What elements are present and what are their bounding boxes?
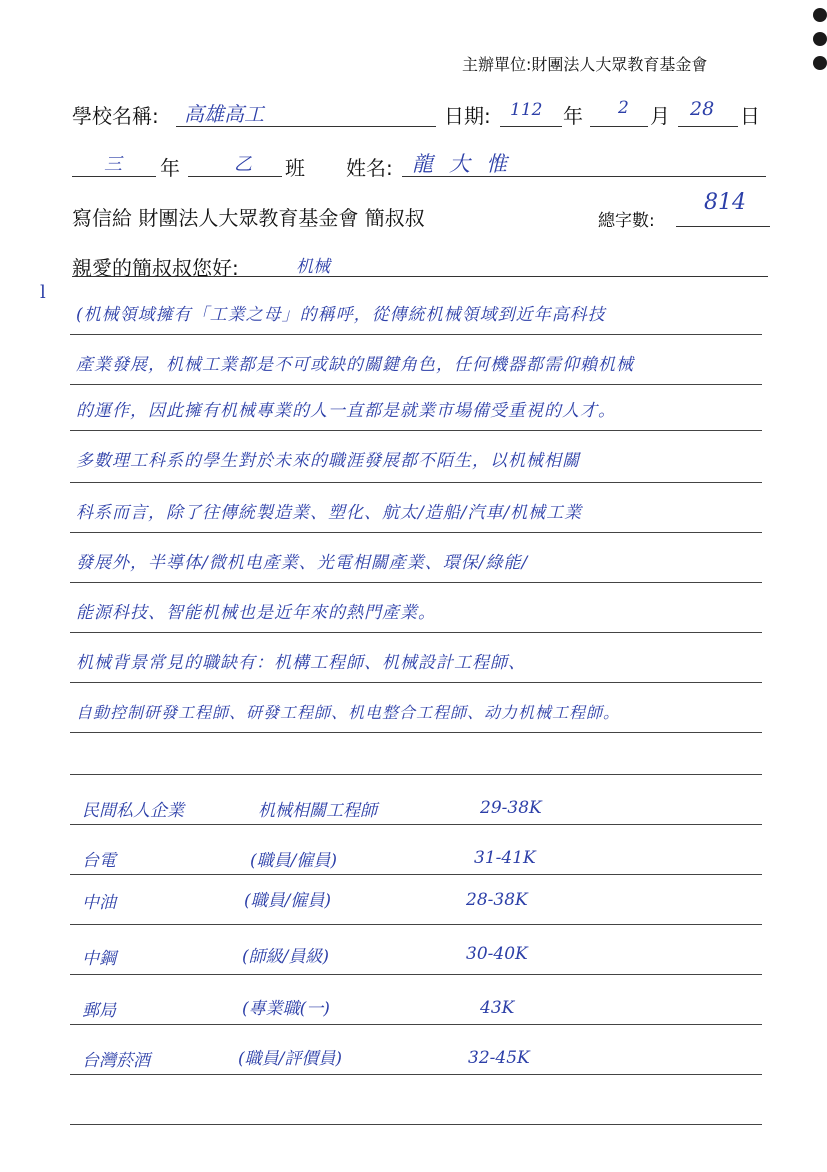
body-line: (机械領域擁有「工業之母」的稱呼，從傳統机械領域到近年高科技 xyxy=(76,305,606,325)
class-label: 班 xyxy=(285,156,305,180)
grade-underline xyxy=(72,176,156,177)
greeting: 親愛的簡叔叔您好: xyxy=(72,256,239,280)
body-line: 的運作，因此擁有机械專業的人一直都是就業市場備受重視的人才。 xyxy=(76,401,616,421)
body-line: 多數理工科系的學生對於未來的職涯發展都不陌生，以机械相關 xyxy=(76,451,580,471)
letter-recipient: 寫信給 財團法人大眾教育基金會 簡叔叔 xyxy=(72,206,425,230)
school-underline xyxy=(176,126,436,127)
day-label: 日 xyxy=(740,104,760,128)
table-role: (職員/評價員) xyxy=(238,1049,342,1069)
name-label: 姓名: xyxy=(346,156,393,180)
table-salary: 31-41K xyxy=(474,848,536,868)
greeting-underline xyxy=(72,276,768,277)
table-org: 台電 xyxy=(82,851,116,871)
name-underline xyxy=(402,176,766,177)
ruled-line xyxy=(70,532,762,533)
body-line: 能源科技、智能机械也是近年來的熱門產業。 xyxy=(76,603,436,623)
ruled-line xyxy=(70,1024,762,1025)
ruled-line xyxy=(70,924,762,925)
table-org: 郵局 xyxy=(82,1001,116,1021)
grade-value: 三 xyxy=(104,154,122,175)
ruled-line xyxy=(70,384,762,385)
punch-hole xyxy=(813,32,827,46)
ruled-line xyxy=(70,774,762,775)
punch-hole xyxy=(813,56,827,70)
body-line: 科系而言，除了往傳統製造業、塑化、航太/造船/汽車/机械工業 xyxy=(76,503,583,523)
day-underline xyxy=(678,126,738,127)
ruled-line xyxy=(70,974,762,975)
class-value: 乙 xyxy=(234,154,252,175)
table-org: 台灣菸酒 xyxy=(82,1051,150,1071)
name-value: 龍大惟 xyxy=(412,152,523,176)
table-role: 机械相關工程師 xyxy=(258,801,377,821)
ruled-line xyxy=(70,430,762,431)
table-org: 中鋼 xyxy=(82,949,116,969)
table-salary: 30-40K xyxy=(466,944,528,964)
year-underline xyxy=(500,126,562,127)
ruled-line xyxy=(70,1074,762,1075)
table-salary: 32-45K xyxy=(468,1048,530,1068)
school-label: 學校名稱: xyxy=(72,104,159,128)
word-count-label: 總字數: xyxy=(598,211,655,231)
table-role: (職員/僱員) xyxy=(250,851,337,871)
word-count-underline xyxy=(676,226,770,227)
ruled-line xyxy=(70,582,762,583)
ruled-line xyxy=(70,732,762,733)
ruled-line xyxy=(70,682,762,683)
table-role: (師級/員級) xyxy=(242,947,329,967)
table-salary: 28-38K xyxy=(466,890,528,910)
ruled-line xyxy=(70,334,762,335)
table-role: (職員/僱員) xyxy=(244,891,331,911)
ruled-line xyxy=(70,482,762,483)
ruled-line xyxy=(70,824,762,825)
month-value: 2 xyxy=(618,98,629,118)
day-value: 28 xyxy=(690,98,715,120)
word-count-value: 814 xyxy=(704,190,746,215)
table-salary: 29-38K xyxy=(480,798,542,818)
grade-label: 年 xyxy=(160,156,180,180)
year-label: 年 xyxy=(563,104,583,128)
ruled-line xyxy=(70,632,762,633)
class-underline xyxy=(188,176,282,177)
table-org: 民間私人企業 xyxy=(82,801,184,821)
ruled-line xyxy=(70,1124,762,1125)
year-value: 112 xyxy=(510,100,543,120)
body-line: 机械背景常見的職缺有：机構工程師、机械設計工程師、 xyxy=(76,653,526,673)
body-line: 發展外，半導体/微机电產業、光電相關產業、環保/綠能/ xyxy=(76,553,529,573)
ruled-line xyxy=(70,874,762,875)
margin-mark: l xyxy=(40,282,46,303)
punch-hole xyxy=(813,8,827,22)
table-salary: 43K xyxy=(480,998,515,1018)
table-role: (專業職(一) xyxy=(242,999,330,1019)
date-label: 日期: xyxy=(444,104,491,128)
month-label: 月 xyxy=(650,104,670,128)
school-value: 高雄高工 xyxy=(184,102,264,126)
body-line: 自動控制研發工程師、研發工程師、机电整合工程師、动力机械工程師。 xyxy=(76,703,621,722)
month-underline xyxy=(590,126,648,127)
body-line: 產業發展，机械工業都是不可或缺的關鍵角色，任何機器都需仰賴机械 xyxy=(76,355,634,375)
table-org: 中油 xyxy=(82,893,116,913)
sponsor-line: 主辦單位:財團法人大眾教育基金會 xyxy=(462,55,708,74)
greeting-note: 机械 xyxy=(296,257,330,277)
